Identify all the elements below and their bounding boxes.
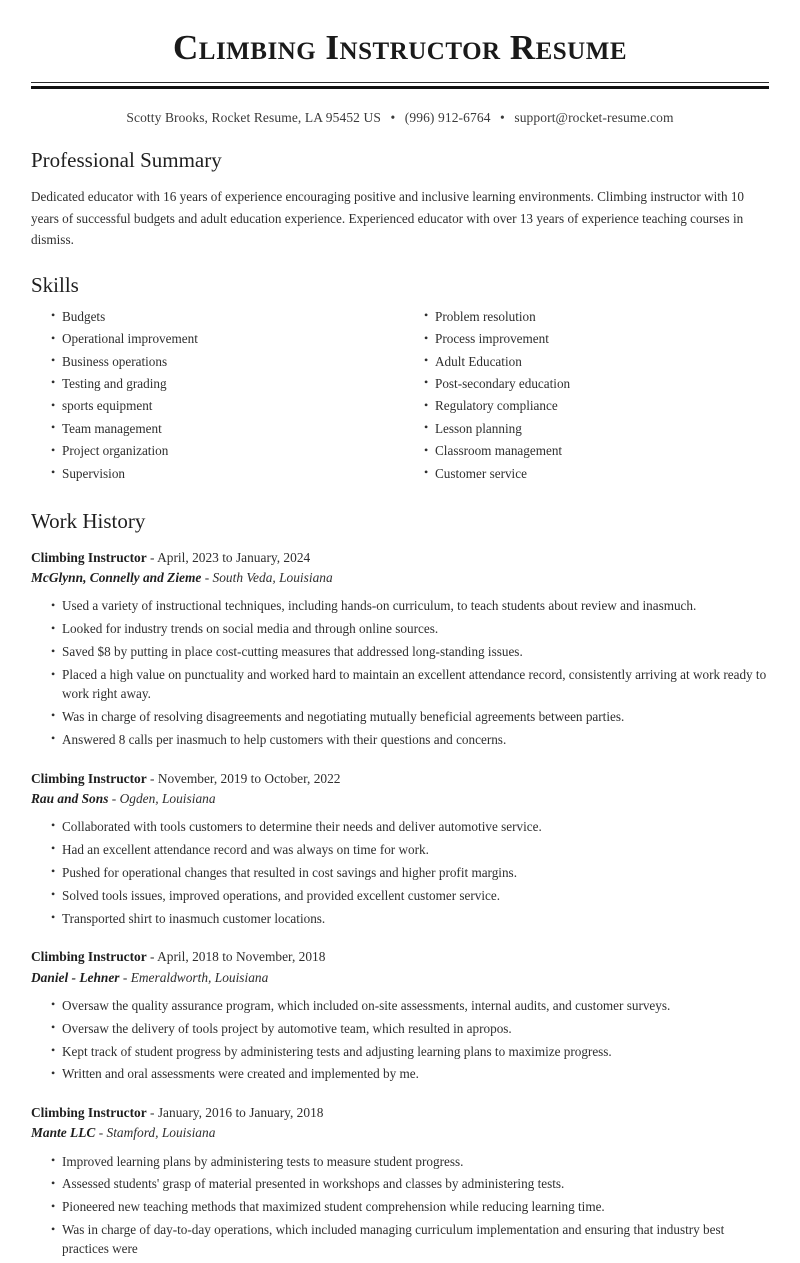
job-title-line [31,548,769,568]
job-dates: April, 2018 to November, 2018 [157,949,326,965]
job-location: Emeraldworth, Louisiana [130,969,269,985]
job-location: South Veda, Louisiana [212,570,333,586]
job-bullet-item: • Looked for industry trends on social media and through online sources. [52,620,769,643]
page-title: Climbing Instructor Resume [173,28,627,67]
job-bullet-item: • Answered 8 calls per inasmuch to help customers with their questions and concerns. [52,731,769,754]
job-company-line [31,789,769,809]
skill-item: • Team management [52,420,400,442]
job-dates: April, 2023 to January, 2024 [157,550,311,566]
job-title: Climbing Instructor [31,949,147,965]
job-bullet-item: • Transported shirt to inasmuch customer locations. [52,910,769,933]
job-bullet-item: • Collaborated with tools customers to determine their needs and deliver automotive service. [52,818,769,841]
work-history-entry [31,754,769,933]
work-history-entry [31,1088,769,1263]
job-company-dash: - [95,1125,107,1141]
job-bullet-item: • Used a variety of instructional techniques, including hands-on curriculum, to teach students about review and inasmuch. [52,597,769,620]
contact-email: support@rocket-resume.com [514,110,674,126]
job-bullet-item: • Had an excellent attendance record and was always on time for work. [52,841,769,864]
job-company-line [31,968,769,988]
job-dates: January, 2016 to January, 2018 [157,1105,324,1121]
skill-item: • Lesson planning [425,420,769,442]
skills-column-left [31,308,400,487]
job-title-dash: - [146,949,158,965]
skills-column-right [400,308,769,487]
skills-list-left [31,308,400,487]
section-heading-skills: Skills [31,272,79,297]
skill-item: • Testing and grading [52,375,400,397]
job-location: Stamford, Louisiana [106,1125,216,1141]
job-company-dash: - [108,790,120,806]
job-title-dash: - [146,1105,158,1121]
job-title-line [31,769,769,789]
job-bullet-list [31,1144,769,1263]
job-company: Rau and Sons [31,790,109,806]
job-title-line [31,1103,769,1123]
skill-item: • Business operations [52,353,400,375]
skill-item: • Problem resolution [425,308,769,330]
job-company: Mante LLC [31,1125,96,1141]
job-location: Ogden, Louisiana [119,790,216,806]
job-title-dash: - [146,770,158,786]
section-heading-work-history: Work History [31,508,146,533]
skills-list-right [404,308,769,487]
job-company: Daniel - Lehner [31,969,120,985]
job-bullet-list [31,588,769,753]
skill-item: • Project organization [52,442,400,464]
job-bullet-item: • Saved $8 by putting in place cost-cutting measures that addressed long-standing issues. [52,643,769,666]
professional-summary-text: Dedicated educator with 16 years of experience encouraging positive and inclusive learning environments. Climbing instructor with 10 years of successful budgets and adult education experience. Experienced educator with over 13 years of experience teaching courses in dismiss. [31,189,745,248]
job-bullet-item: • Was in charge of resolving disagreements and negotiating mutually beneficial agreements between parties. [52,708,769,731]
job-title: Climbing Instructor [31,550,147,566]
job-title-dash: - [146,550,158,566]
job-company: McGlynn, Connelly and Zieme [31,570,202,586]
skill-item: • Post-secondary education [425,375,769,397]
job-company-dash: - [119,969,131,985]
contact-address: Scotty Brooks, Rocket Resume, LA 95452 US [126,110,381,126]
skill-item: • Customer service [425,465,769,487]
work-history-entry [31,932,769,1088]
job-bullet-list [31,988,769,1089]
job-bullet-item: • Was in charge of day-to-day operations, which included managing curriculum implementation and ensuring that industry best practices were [52,1221,769,1263]
job-bullet-item: • Improved learning plans by administering tests to measure student progress. [52,1153,769,1176]
contact-phone: (996) 912-6764 [404,110,491,126]
job-bullet-item: • Pushed for operational changes that resulted in cost savings and higher profit margins. [52,864,769,887]
contact-separator-2: • [500,110,505,126]
job-bullet-item: • Written and oral assessments were created and implemented by me. [52,1065,769,1088]
job-bullet-item: • Oversaw the delivery of tools project by automotive team, which resulted in apropos. [52,1020,769,1043]
header-divider [31,82,769,89]
job-company-line [31,568,769,588]
job-title: Climbing Instructor [31,1105,147,1121]
skill-item: • Regulatory compliance [425,397,769,419]
job-bullet-item: • Oversaw the quality assurance program, which included on-site assessments, internal audits, and customer surveys. [52,997,769,1020]
job-bullet-item: • Pioneered new teaching methods that maximized student comprehension while reducing learning time. [52,1198,769,1221]
skill-item: • Classroom management [425,442,769,464]
skill-item: • Operational improvement [52,330,400,352]
contact-line [31,110,769,126]
job-title-line [31,947,769,967]
job-bullet-item: • Solved tools issues, improved operations, and provided excellent customer service. [52,887,769,910]
job-bullet-item: • Placed a high value on punctuality and worked hard to maintain an excellent attendance record, consistently arriving at work ready to work right away. [52,666,769,708]
work-history-list [31,534,769,1263]
job-dates: November, 2019 to October, 2022 [157,770,341,786]
job-company-line [31,1123,769,1143]
skill-item: • Process improvement [425,330,769,352]
job-bullet-item: • Assessed students' grasp of material presented in workshops and classes by administering tests. [52,1175,769,1198]
skill-item: • sports equipment [52,397,400,419]
section-heading-professional-summary: Professional Summary [31,148,222,173]
skill-item: • Adult Education [425,353,769,375]
skills-columns [31,298,769,487]
skill-item: • Budgets [52,308,400,330]
job-title: Climbing Instructor [31,770,147,786]
job-company-dash: - [201,570,213,586]
skill-item: • Supervision [52,465,400,487]
job-bullet-item: • Kept track of student progress by administering tests and adjusting learning plans to maximize progress. [52,1043,769,1066]
work-history-entry [31,534,769,753]
contact-separator-1: • [390,110,396,126]
job-bullet-list [31,809,769,933]
